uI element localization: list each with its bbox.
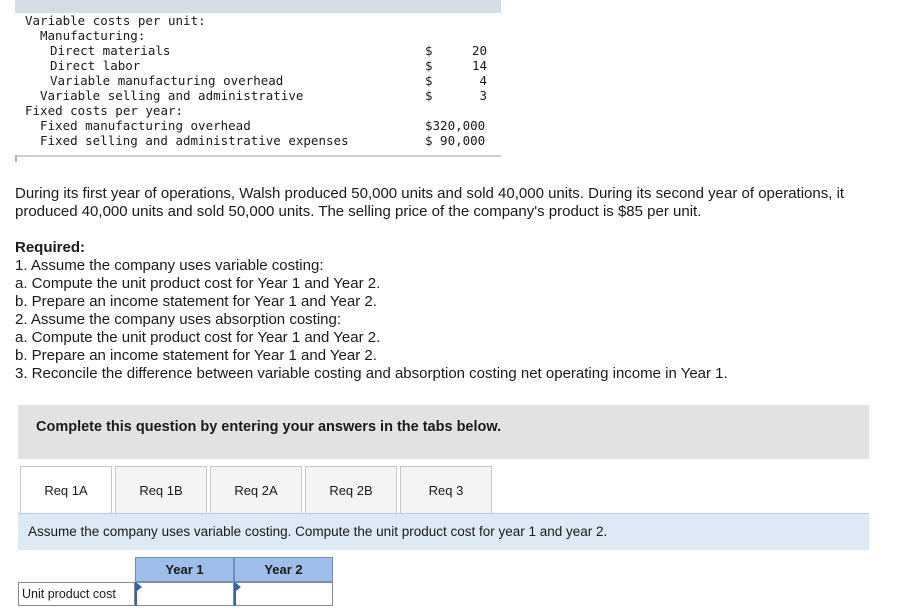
label-direct-materials: Direct materials: [50, 43, 171, 58]
tab-req-2b[interactable]: Req 2B: [305, 466, 397, 513]
tab-req-3[interactable]: Req 3: [400, 466, 492, 513]
cost-panel-bottom-tick: [15, 155, 17, 162]
value-direct-labor: 14: [471, 58, 487, 73]
cost-data-panel: [15, 0, 501, 162]
tab-req-1b[interactable]: Req 1B: [115, 466, 207, 513]
header-year-1: Year 1: [135, 557, 234, 582]
label-variable-manufacturing-overhead: Variable manufacturing overhead: [50, 73, 284, 88]
required-item-3: 3. Reconcile the difference between variable costing and absorption costing net operating income in Year 1.: [15, 365, 728, 382]
unit-product-cost-year-1-input[interactable]: [137, 583, 233, 605]
input-marker-icon: [236, 583, 241, 591]
cost-panel-bottom-rule: [15, 155, 501, 157]
value-direct-materials: 20: [471, 43, 487, 58]
required-heading: Required:: [15, 239, 86, 256]
tab-req-2a[interactable]: Req 2A: [210, 466, 302, 513]
cell-year-2: [234, 582, 333, 606]
required-item-2b: b. Prepare an income statement for Year 1 and Year 2.: [15, 347, 377, 364]
label-fixed-manufacturing-overhead: Fixed manufacturing overhead: [40, 118, 251, 133]
cost-panel-top-bar: [15, 0, 501, 13]
label-manufacturing: Manufacturing:: [40, 28, 146, 43]
cell-year-1: [135, 582, 234, 606]
input-marker-icon: [137, 583, 142, 591]
label-direct-labor: Direct labor: [50, 58, 141, 73]
prompt-bar: [18, 513, 869, 550]
tab-req-1a[interactable]: Req 1A: [20, 466, 112, 513]
dollar-variable-manufacturing-overhead: $: [425, 73, 433, 88]
required-item-1b: b. Prepare an income statement for Year 1 and Year 2.: [15, 293, 377, 310]
required-item-2: 2. Assume the company uses absorption costing:: [15, 311, 342, 328]
required-item-1a: a. Compute the unit product cost for Year 1 and Year 2.: [15, 275, 381, 292]
dollar-direct-labor: $: [425, 58, 433, 73]
instruction-bar: [18, 405, 869, 459]
label-variable-selling-administrative: Variable selling and administrative: [40, 88, 304, 103]
label-fixed-costs-per-year: Fixed costs per year:: [25, 103, 184, 118]
dollar-direct-materials: $: [425, 43, 433, 58]
row-label-unit-product-cost: Unit product cost: [18, 582, 135, 606]
unit-product-cost-year-2-input[interactable]: [236, 583, 332, 605]
label-fixed-selling-administrative: Fixed selling and administrative expenses: [40, 133, 349, 148]
required-item-1: 1. Assume the company uses variable costing:: [15, 257, 324, 274]
header-year-2: Year 2: [234, 557, 333, 582]
required-item-2a: a. Compute the unit product cost for Year 1 and Year 2.: [15, 329, 381, 346]
value-variable-selling-administrative: 3: [479, 88, 487, 103]
description-line-1: During its first year of operations, Walsh produced 50,000 units and sold 40,000 units. During its second year of operations, it: [15, 185, 845, 202]
value-variable-manufacturing-overhead: 4: [479, 73, 487, 88]
dollar-variable-selling-administrative: $: [425, 88, 433, 103]
label-variable-costs-per-unit: Variable costs per unit:: [25, 13, 206, 28]
instruction-text: Complete this question by entering your answers in the tabs below.: [36, 419, 502, 435]
description-line-2: produced 40,000 units and sold 50,000 units. The selling price of the company's product is $85 per unit.: [15, 203, 702, 220]
prompt-text: Assume the company uses variable costing. Compute the unit product cost for year 1 and year 2.: [28, 524, 608, 539]
value-fixed-selling-administrative: $ 90,000: [425, 133, 486, 148]
value-fixed-manufacturing-overhead: $320,000: [425, 118, 486, 133]
